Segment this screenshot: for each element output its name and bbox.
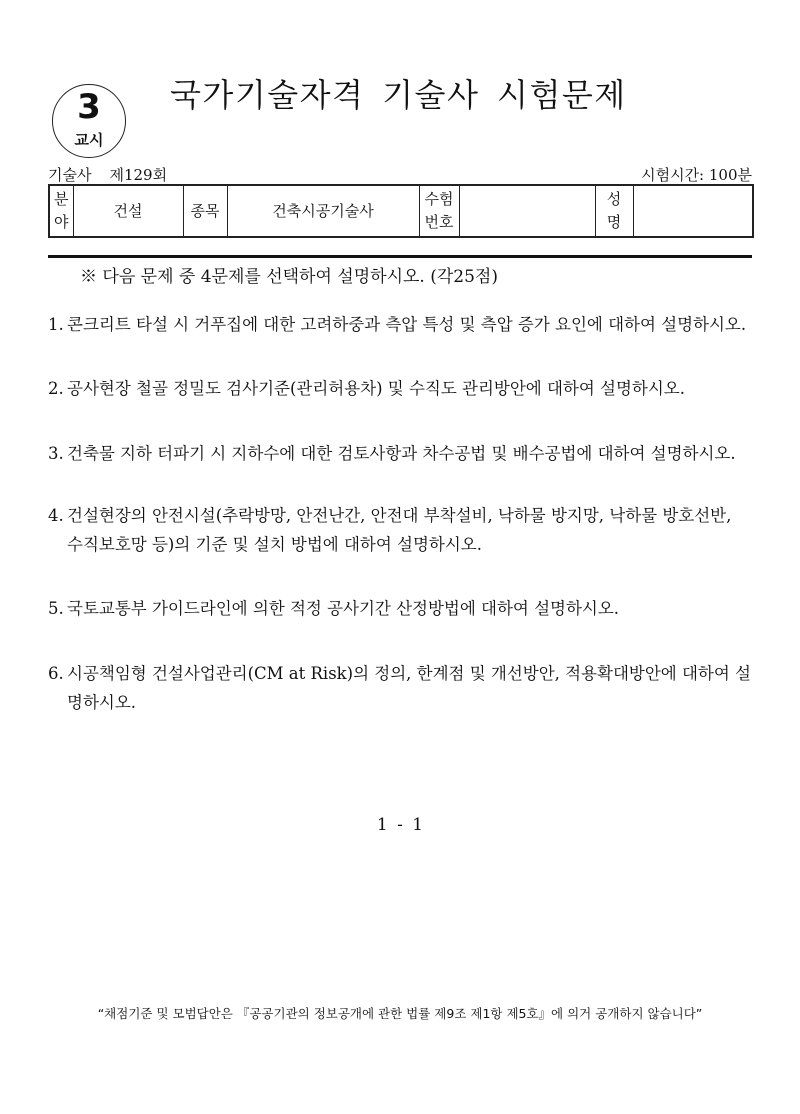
question-text: 공사현장 철골 정밀도 검사기준(관리허용차) 및 수직도 관리방안에 대하여 설명하시오. bbox=[67, 379, 685, 398]
question-number: 4. bbox=[48, 506, 64, 525]
field-label-cell bbox=[49, 185, 73, 237]
question-item bbox=[48, 310, 752, 339]
exam-no-label-cell bbox=[419, 185, 459, 237]
question-text: 건설현장의 안전시설(추락방망, 안전난간, 안전대 부착설비, 낙하물 방지망, 낙하물 방호선반, 수직보호망 등)의 기준 및 설치 방법에 대하여 설명하시오. bbox=[67, 506, 732, 554]
name-label-bottom: 명 bbox=[606, 213, 622, 231]
name-label-cell bbox=[595, 185, 633, 237]
question-item bbox=[48, 501, 752, 559]
instruction-text: ※ 다음 문제 중 4문제를 선택하여 설명하시오. (각25점) bbox=[80, 267, 498, 287]
exam-no-value[interactable] bbox=[459, 185, 595, 237]
item-value: 건축시공기술사 bbox=[227, 185, 419, 237]
exam-time: 시험시간: 100분 bbox=[641, 166, 752, 184]
question-text: 콘크리트 타설 시 거푸집에 대한 고려하중과 측압 특성 및 측압 증가 요인에 대하여 설명하시오. bbox=[67, 315, 747, 334]
item-label: 종목 bbox=[183, 185, 227, 237]
page-number: 1 - 1 bbox=[376, 815, 424, 835]
question-item bbox=[48, 439, 752, 468]
exam-category: 기술사 bbox=[48, 166, 92, 184]
question-item bbox=[48, 374, 752, 403]
name-label-top: 성 bbox=[606, 190, 622, 208]
exam-no-label-top: 수험 bbox=[424, 190, 454, 208]
period-number: 3 bbox=[77, 87, 101, 127]
question-text: 국토교통부 가이드라인에 의한 적정 공사기간 산정방법에 대하여 설명하시오. bbox=[67, 599, 620, 618]
question-number: 2. bbox=[48, 379, 64, 398]
question-number: 3. bbox=[48, 444, 64, 463]
field-value: 건설 bbox=[73, 185, 183, 237]
exam-meta-left bbox=[48, 164, 167, 185]
question-text: 시공책임형 건설사업관리(CM at Risk)의 정의, 한계점 및 개선방안, 적용확대방안에 대하여 설명하시오. bbox=[67, 664, 751, 712]
question-list bbox=[48, 310, 752, 717]
divider bbox=[48, 255, 752, 258]
field-label-top: 분 bbox=[54, 190, 69, 208]
footer-note: “채점기준 및 모범답안은 『공공기관의 정보공개에 관한 법률 제9조 제1항 제5호』에 의거 공개하지 않습니다” bbox=[97, 1006, 703, 1021]
period-badge bbox=[52, 84, 126, 158]
question-text: 건축물 지하 터파기 시 지하수에 대한 검토사항과 차수공법 및 배수공법에 대하여 설명하시오. bbox=[67, 444, 736, 463]
page-title: 국가기술자격 기술사 시험문제 bbox=[170, 76, 627, 114]
exam-info-table bbox=[48, 184, 754, 238]
exam-no-label-bottom: 번호 bbox=[424, 213, 454, 231]
field-label-bottom: 야 bbox=[54, 213, 69, 231]
question-item bbox=[48, 594, 752, 623]
question-number: 5. bbox=[48, 599, 64, 618]
period-label: 교시 bbox=[74, 131, 104, 149]
name-value[interactable] bbox=[633, 185, 753, 237]
question-item bbox=[48, 659, 752, 717]
question-number: 6. bbox=[48, 664, 64, 683]
question-number: 1. bbox=[48, 315, 64, 334]
exam-round: 제129회 bbox=[109, 166, 168, 184]
